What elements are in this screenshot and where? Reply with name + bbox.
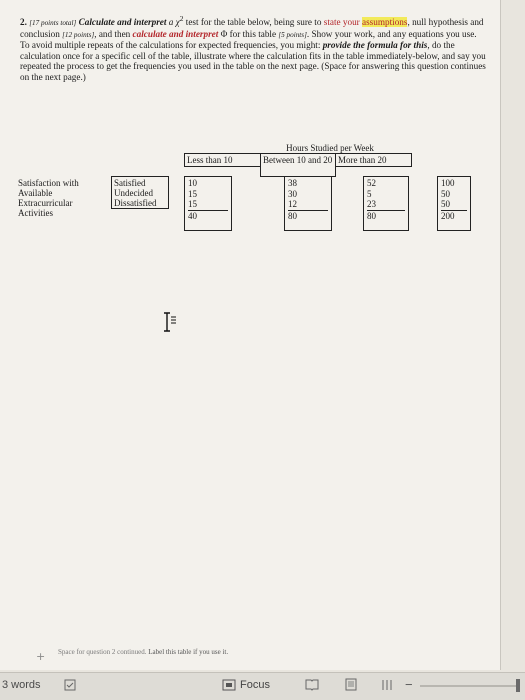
column-row-totals: [437, 176, 471, 231]
row-label-satisfied: Satisfied: [114, 178, 146, 188]
cell: 52: [367, 178, 376, 188]
cell: 10: [188, 178, 197, 188]
row-labels: [111, 176, 169, 209]
instruction-calc-interpret: calculate and interpret: [132, 28, 219, 39]
instruction-text-6: , do the calculation once for a specific cell of the table, illustrate where the calculation fits in the table immediately-below, and say you repeated the process to get the frequencies you used in the table on the next page.: [20, 40, 486, 72]
instruction-provide: provide the formula for this: [322, 40, 428, 51]
cell: 15: [188, 199, 197, 210]
plus-icon[interactable]: +: [36, 650, 46, 663]
row-group-label: Satisfaction with Available Extracurricular Activities: [18, 178, 79, 218]
column-less-than-10: [184, 176, 232, 231]
text-cursor-icon: [158, 310, 182, 334]
row-total: 50: [441, 199, 450, 210]
cell: 23: [367, 199, 376, 210]
chi-symbol: a χ: [168, 17, 180, 28]
focus-button[interactable]: [222, 677, 270, 693]
footer-space-note: [58, 648, 228, 656]
points-total: [17 points total]: [29, 19, 77, 28]
row-total: 50: [441, 188, 450, 199]
zoom-out-button[interactable]: −: [405, 677, 413, 692]
web-layout-icon[interactable]: [380, 678, 394, 691]
cell: 30: [288, 188, 297, 199]
col-header-more-than-20: More than 20: [336, 153, 412, 167]
points-part-a: [12 points]: [62, 30, 95, 39]
cell: 15: [188, 188, 197, 199]
instruction-text-3: , and then: [94, 28, 133, 39]
row-total: 100: [441, 178, 455, 188]
col-header-less-than-10: Less than 10: [184, 153, 260, 167]
cell: 5: [367, 188, 372, 199]
word-count[interactable]: 3 words: [2, 679, 41, 691]
zoom-slider-track[interactable]: [420, 685, 518, 687]
space-continues-note: (Space for answering this question continues on the next page.): [20, 61, 486, 83]
instruction-text-5: . Show your work, and any equations you use. To avoid multiple repeats of the calculations for expected frequencies, you might:: [20, 28, 477, 51]
cell: 12: [288, 199, 297, 210]
row-label-dissatisfied: Dissatisfied: [114, 198, 157, 208]
instruction-text-4: table: [258, 28, 279, 39]
column-more-than-20: [363, 176, 409, 231]
grand-total: 200: [441, 210, 467, 222]
instruction-calculate: Calculate and interpret: [78, 17, 167, 28]
column-total: 80: [288, 210, 328, 222]
focus-icon: [222, 679, 236, 691]
label-note-text: Label this table if you use it.: [146, 648, 229, 656]
print-layout-icon[interactable]: [344, 678, 358, 691]
column-total: 40: [188, 210, 228, 222]
points-part-b: [5 points]: [278, 30, 307, 39]
phi-symbol: Φ for this: [218, 28, 256, 39]
row-label-undecided: Undecided: [114, 188, 153, 198]
read-mode-icon[interactable]: [305, 678, 319, 691]
cell: 38: [288, 178, 297, 188]
col-header-between-10-20: Between 10 and 20: [260, 153, 336, 177]
column-total: 80: [367, 210, 405, 222]
instruction-state: state your: [323, 17, 360, 28]
space-note-text: Space for question 2 continued.: [58, 648, 147, 656]
question-2-text: [20, 14, 488, 83]
question-number: 2.: [20, 17, 27, 28]
instruction-text-2: , null hypothesis and conclusion: [20, 17, 484, 39]
focus-label: Focus: [240, 679, 270, 691]
zoom-slider-knob[interactable]: [516, 679, 520, 692]
status-bar: [0, 672, 525, 700]
instruction-text-1: test for the table below, being sure to: [183, 17, 324, 28]
proofing-icon[interactable]: [64, 679, 76, 691]
chi-superscript: 2: [179, 14, 184, 23]
instruction-assumptions: assumptions: [362, 17, 408, 28]
table-title: Hours Studied per Week: [286, 143, 374, 153]
column-between-10-20: [284, 176, 332, 231]
